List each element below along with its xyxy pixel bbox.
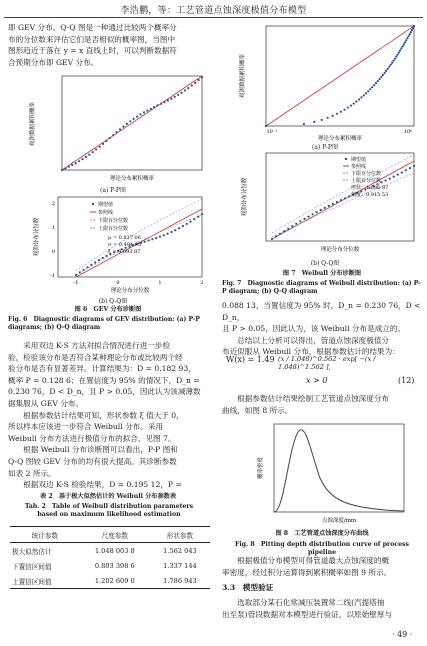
data-point (177, 94, 179, 96)
fig6-qq-plot (18, 195, 208, 295)
data-point (88, 154, 90, 156)
data-point (313, 121, 315, 123)
data-point (404, 41, 406, 43)
right-para-4: 选取部分某石化常减压装置常二线(汽提塔抽 出至泵)管段数据对本模型进行验证，以原始壁厚与 (222, 598, 393, 619)
data-point (328, 205, 330, 207)
data-point (163, 101, 165, 103)
data-point (160, 103, 162, 105)
data-point (392, 60, 394, 62)
fig7-qq-legend (343, 156, 388, 198)
data-point (105, 140, 107, 142)
data-point (350, 105, 352, 107)
data-point (184, 89, 186, 91)
fig6-sub-b: (b) Q-Q图 (98, 298, 128, 305)
data-point (170, 98, 172, 100)
data-point (163, 234, 165, 236)
data-point (347, 107, 349, 109)
data-point (358, 98, 360, 100)
data-point (307, 216, 309, 218)
data-point (321, 119, 323, 121)
data-point (198, 79, 200, 81)
table-row: 极大似然估计 1.048 003 8 1.562 043 (12, 546, 197, 556)
data-point (61, 169, 63, 171)
data-point (388, 66, 390, 68)
data-point (271, 238, 273, 240)
data-point (146, 109, 148, 111)
table2 (10, 526, 210, 589)
data-point (153, 106, 155, 108)
data-point (406, 37, 408, 39)
data-point (133, 118, 135, 120)
data-point (303, 218, 305, 220)
fig7-qq-ylabel: 观测分布分位数 (242, 177, 248, 217)
data-point (397, 174, 399, 176)
svg-text:期望值: 期望值 (351, 157, 367, 163)
data-point (295, 223, 297, 225)
svg-text:形状：1.686 87: 形状：1.686 87 (351, 185, 389, 191)
data-point (265, 125, 267, 127)
fig6-qq-legend (90, 201, 141, 255)
data-point (410, 31, 412, 33)
data-point (371, 86, 373, 88)
data-point (379, 78, 381, 80)
data-point (412, 27, 414, 29)
table-row: 下置信区间值 0.893 398 6 1.337 144 (12, 561, 197, 571)
data-point (92, 151, 94, 153)
formula-12: W(x) = 1.49 (x / 1.048)^0.562 · exp[ −(x / 1.048)^1.562 ], x > 0 (12) (226, 355, 415, 385)
data-point (303, 123, 305, 125)
data-point (391, 62, 393, 64)
data-point (143, 111, 145, 113)
data-point (343, 109, 345, 111)
data-point (332, 115, 334, 117)
table2-title-en: Tab. 2 Table of Weibull distribution parameters based on maximum likelihood estimation (24, 503, 194, 518)
data-point (409, 33, 411, 35)
fig8-ylabel: 概率密度 (258, 456, 264, 480)
data-point (275, 235, 277, 237)
fig8-density-plot (250, 420, 410, 530)
svg-text:参照线: 参照线 (98, 210, 114, 216)
svg-text:1: 1 (158, 280, 162, 286)
data-point (78, 160, 80, 162)
data-point (413, 165, 415, 167)
data-point (126, 123, 128, 125)
data-point (299, 220, 301, 222)
data-point (403, 43, 405, 45)
svg-text:下限百分位数: 下限百分位数 (98, 218, 129, 224)
data-point (102, 143, 104, 145)
data-point (377, 80, 379, 82)
svg-text:期望值: 期望值 (98, 202, 114, 208)
data-point (182, 225, 184, 227)
data-point (94, 261, 96, 263)
data-point (332, 203, 334, 205)
data-point (360, 96, 362, 98)
data-point (367, 90, 369, 92)
data-point (384, 72, 386, 74)
right-para-1: 0.088 13，当置信度为 95% 时，D_n = 0.230 76，D < D_n， 且 P > 0.05，因此认为，该 Weibull 分布是成立的。 总结以上分析可以得出，管道点蚀深度极值分 布近似服从 Weibull 分布，根据参数估计的结果为： (222, 301, 421, 357)
page-number: · 49 · (392, 630, 413, 639)
data-point (79, 271, 81, 273)
data-point (283, 230, 285, 232)
data-point (340, 111, 342, 113)
data-point (336, 201, 338, 203)
data-point (174, 229, 176, 231)
svg-text:-1: -1 (50, 273, 55, 279)
right-para-3: 根据极值分布模型可得管道最大点蚀深度的概 率密度，经过积分运算得到累积概率如图 9 所示。 (222, 556, 392, 577)
left-para-1: 即 GEV 分布。Q-Q 图是一种通过比较两个概率分 布的分位数来评估它们是否相似的概率图，当图中 图形趋近于落在 y = x 直线上时，可以判断数据符 合预期分布即 GEV 分布。 (8, 23, 177, 67)
data-point (109, 137, 111, 139)
data-point (75, 274, 77, 276)
table-header: 统计参数 (31, 531, 59, 540)
data-point (99, 146, 101, 148)
svg-text:0: 0 (51, 249, 55, 255)
data-point (363, 94, 365, 96)
data-point (193, 218, 195, 220)
right-para-2: 根据参数估计结果绘制工艺管道点蚀深度分布 曲线，如图 8 所示。 (222, 394, 390, 415)
fig6-pp-plot (18, 72, 208, 184)
data-point (312, 213, 314, 215)
data-point (402, 45, 404, 47)
data-point (191, 84, 193, 86)
data-point (136, 116, 138, 118)
data-point (340, 199, 342, 201)
data-point (336, 113, 338, 115)
data-point (201, 213, 203, 215)
data-point (380, 76, 382, 78)
fig6-sub-a: (a) P-P图 (100, 187, 126, 194)
fig7-pp-ylabel: 观测数据累积概率 (240, 53, 246, 99)
fig6-pp-ylabel: 观测数据累积概率 (30, 101, 36, 147)
fig7-qq-plot (232, 151, 418, 257)
data-point (159, 236, 161, 238)
fig7-pp-plot (232, 24, 418, 142)
data-point (400, 47, 402, 49)
data-point (405, 39, 407, 41)
data-point (385, 179, 387, 181)
data-point (320, 209, 322, 211)
data-point (157, 104, 159, 106)
data-point (129, 120, 131, 122)
data-point (407, 35, 409, 37)
data-point (189, 221, 191, 223)
svg-text:σ = 0.494 95: σ = 0.494 95 (108, 242, 142, 248)
data-point (327, 117, 329, 119)
data-point (397, 54, 399, 56)
data-point (409, 167, 411, 169)
data-point (197, 216, 199, 218)
data-point (112, 134, 114, 136)
data-point (344, 197, 346, 199)
data-point (116, 131, 118, 133)
fig6-caption-cn: 图 6 GEV 分布诊断图 (74, 306, 142, 313)
data-point (139, 113, 141, 115)
data-point (119, 128, 121, 130)
svg-text:下限百分位数: 下限百分位数 (351, 171, 382, 177)
data-point (324, 207, 326, 209)
data-point (393, 176, 395, 178)
data-point (68, 166, 70, 168)
data-point (105, 255, 107, 257)
fig7-sub-a: (a) P-P图 (312, 144, 338, 151)
table-row: 上置信区间值 1.202 609 0 1.786 943 (12, 576, 197, 586)
fig8-xlabel: 点蚀深度/mm (321, 518, 357, 524)
data-point (83, 269, 85, 271)
data-point (85, 156, 87, 158)
fig7-caption-cn: 图 7 Weibull 分布诊断图 (282, 270, 362, 277)
svg-text:刻度：0.915 53: 刻度：0.915 53 (351, 192, 389, 198)
data-point (394, 58, 396, 60)
header-rule (4, 17, 423, 18)
data-point (122, 126, 124, 128)
table-header: 尺度参数 (101, 531, 128, 540)
data-point (373, 84, 375, 86)
data-point (348, 195, 350, 197)
data-point (147, 239, 149, 241)
svg-text:2: 2 (200, 280, 204, 286)
data-point (387, 68, 389, 70)
table2-title-cn: 表 2 基于极大似然估计的 Weibull 分布参数表 (39, 493, 177, 500)
data-point (399, 49, 401, 51)
fig6-qq-xlabel: 理论分布分位数 (110, 288, 150, 294)
data-point (382, 74, 384, 76)
data-point (95, 148, 97, 150)
data-point (102, 257, 104, 259)
svg-text:1: 1 (51, 225, 55, 231)
svg-text:-1: -1 (73, 280, 79, 286)
data-point (353, 103, 355, 105)
svg-text:0: 0 (116, 280, 120, 286)
svg-text:2: 2 (51, 201, 55, 207)
data-point (178, 227, 180, 229)
data-point (401, 171, 403, 173)
data-point (180, 92, 182, 94)
svg-text:参照线: 参照线 (351, 164, 367, 170)
data-point (385, 70, 387, 72)
svg-text:μ = 0.817 06: μ = 0.817 06 (108, 235, 141, 241)
fig6-caption-en: Fig. 6 Diagnostic diagrams of GEV distribution: (a) P-P diagrams; (b) Q-Q diagram (8, 316, 200, 331)
data-point (86, 266, 88, 268)
data-point (167, 99, 169, 101)
data-point (279, 233, 281, 235)
data-point (375, 82, 377, 84)
data-point (170, 231, 172, 233)
left-para-2: 采用双边 K-S 方法对拟合情况进行进一步检 验，检验该分布是否符合某种理论分布或比较两个经 验分布是否有显著差异。计算结果为：D = 0.182 93， 概率 P = 0.128 6；在置信度为 95% 的情况下，D_n = 0.230 76，D < D_n，且 P > 0.05，因此认为该减薄数 据集服从 GEV 分布。 根据参数估计结果可知，形状参数 ξ 值大于 0， 所以样本应该进一步符合 Weibull 分布。采用 Weibull 分布方法进行极值分布的拟合，见图 7。 根据 Weibull 分布诊断图可以看出，P-P 图和 Q-Q 图较 GEV 分布的均有很大提高。其诊断参数 如表 2 所示。 根据双边 K-S 检验结果，D = 0.195 12，P = (8, 341, 201, 490)
data-point (413, 25, 415, 27)
data-point (287, 228, 289, 230)
data-point (150, 108, 152, 110)
fig8-caption-cn: 图 8 工艺管道点蚀深度分布曲线 (275, 530, 369, 537)
data-point (81, 158, 83, 160)
fig7-sub-b: (b) Q-Q图 (310, 260, 340, 267)
table-header: 形状参数 (166, 531, 194, 540)
data-point (71, 164, 73, 166)
data-point (355, 100, 357, 102)
data-point (98, 259, 100, 261)
data-point (389, 178, 391, 180)
fig8-caption-en: Fig. 8 Pitting depth distribution curve of process pipeline (234, 541, 409, 556)
data-point (155, 237, 157, 239)
data-point (316, 211, 318, 213)
svg-text:上限百分位数: 上限百分位数 (351, 178, 382, 184)
data-point (167, 233, 169, 235)
data-point (201, 76, 203, 78)
svg-text:10⁰: 10⁰ (403, 129, 413, 135)
data-point (174, 96, 176, 98)
fig7-caption-en: Fig. 7 Diagnostic diagrams of Weibull distribution: (a) P-P diagram; (b) Q-Q diagram (222, 280, 421, 295)
data-point (390, 64, 392, 66)
data-point (365, 92, 367, 94)
data-point (90, 264, 92, 266)
running-header: 李浩鹏，等：工艺管道点蚀深度极值分布模型 (120, 6, 307, 16)
data-point (75, 162, 77, 164)
data-point (291, 225, 293, 227)
data-point (411, 29, 413, 31)
svg-text:10⁻¹: 10⁻¹ (266, 129, 278, 135)
data-point (187, 87, 189, 89)
data-point (405, 169, 407, 171)
fig6-qq-ylabel: 观测分布分位数 (34, 217, 40, 257)
data-point (151, 238, 153, 240)
svg-text:ξ = 0.093 87: ξ = 0.093 87 (108, 249, 141, 255)
fig7-qq-xlabel: 理论分布分位数 (320, 247, 360, 253)
data-point (186, 223, 188, 225)
data-point (144, 241, 146, 243)
data-point (398, 51, 400, 53)
data-point (64, 167, 66, 169)
data-point (369, 88, 371, 90)
section-heading: 3.3 模型验证 (222, 583, 274, 592)
data-point (194, 82, 196, 84)
svg-text:上限百分位数: 上限百分位数 (98, 226, 129, 232)
fig6-pp-xlabel: 理论分布累积概率 (109, 176, 155, 182)
fig7-pp-xlabel: 理论分布累积概率 (317, 136, 363, 142)
data-point (395, 56, 397, 58)
